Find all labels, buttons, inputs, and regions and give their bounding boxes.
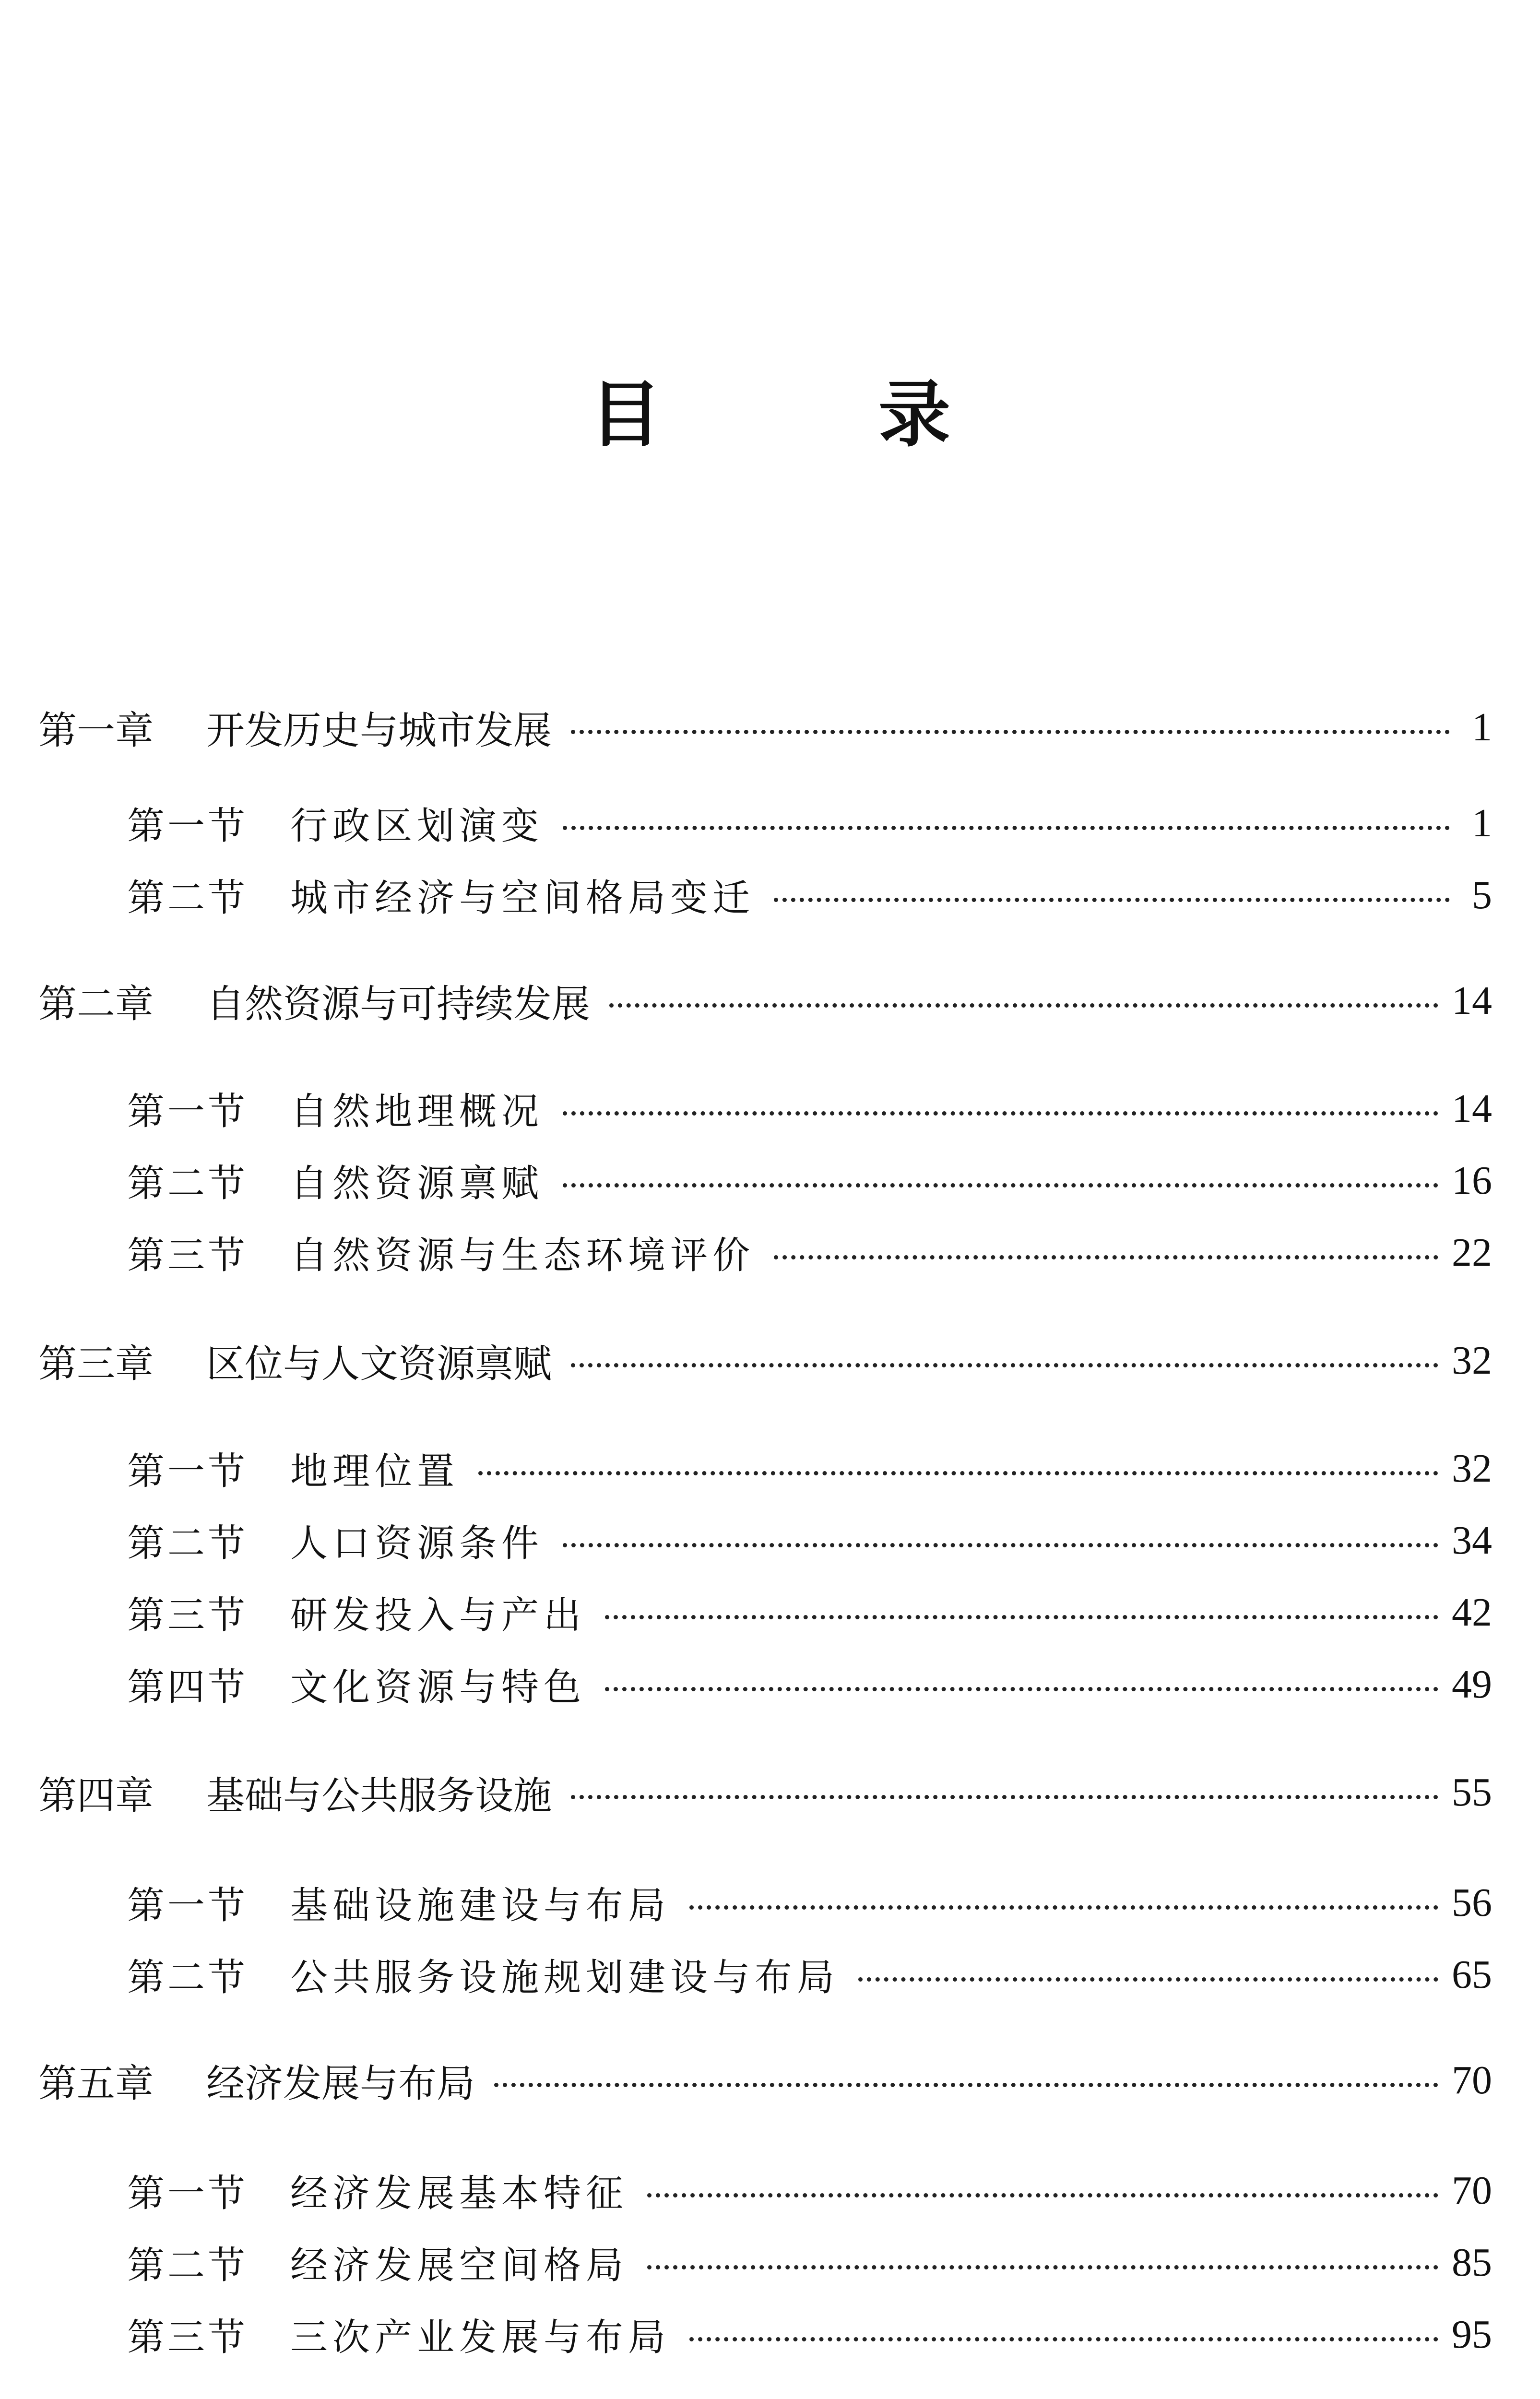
toc-entry-title: 自然地理概况	[290, 1090, 544, 1133]
toc-page-number: 14	[1452, 1086, 1492, 1131]
toc-entry-title: 自然资源与可持续发展	[206, 981, 590, 1026]
toc-page-number: 49	[1452, 1662, 1492, 1707]
dot-leader	[571, 1795, 1438, 1799]
dot-leader	[774, 898, 1450, 902]
toc-section-entry[interactable]	[38, 794, 1492, 852]
toc-section-entry[interactable]	[38, 1223, 1492, 1281]
toc-section-entry[interactable]	[38, 1511, 1492, 1569]
toc-entry-title: 人口资源条件	[290, 1522, 544, 1565]
dot-leader	[571, 730, 1450, 734]
toc-entry-number: 第四节	[127, 1666, 249, 1709]
dot-leader	[563, 826, 1450, 830]
toc-page-number: 65	[1452, 1952, 1492, 1997]
toc-chapter-entry[interactable]	[38, 1763, 1492, 1821]
dot-leader	[605, 1615, 1438, 1619]
toc-chapter-entry[interactable]	[38, 698, 1492, 756]
toc-chapter-entry[interactable]	[38, 972, 1492, 1029]
toc-entry-number: 第三节	[127, 1234, 249, 1277]
toc-entry-number: 第一节	[127, 1090, 249, 1133]
page-title: 目 录	[589, 373, 1047, 457]
toc-section-entry[interactable]	[38, 866, 1492, 924]
toc-entry-number: 第二节	[127, 2244, 249, 2287]
toc-entry-title: 经济发展基本特征	[290, 2172, 628, 2215]
toc-entry-number: 第二节	[127, 1522, 249, 1565]
toc-entry-title: 区位与人文资源禀赋	[206, 1341, 552, 1386]
toc-section-entry[interactable]	[38, 1152, 1492, 1209]
toc-page-number: 32	[1452, 1446, 1492, 1491]
toc-entry-title: 开发历史与城市发展	[206, 708, 552, 753]
toc-entry-number: 第一节	[127, 2172, 249, 2215]
toc-section-entry[interactable]	[38, 1583, 1492, 1641]
dot-leader	[478, 1471, 1438, 1475]
toc-entry-number: 第一节	[127, 1450, 249, 1493]
toc-entry-title: 基础设施建设与布局	[290, 1884, 671, 1927]
toc-entry-title: 公共服务设施规划建设与布局	[290, 1956, 840, 1999]
toc-entry-title: 基础与公共服务设施	[206, 1773, 552, 1818]
toc-page-number: 1	[1472, 704, 1492, 749]
toc-entry-title: 经济发展空间格局	[290, 2244, 628, 2287]
toc-page-number: 85	[1452, 2240, 1492, 2285]
toc-section-entry[interactable]	[38, 1655, 1492, 1713]
toc-page-number: 14	[1452, 978, 1492, 1023]
toc-entry-number: 第二章	[38, 981, 154, 1026]
dot-leader	[609, 1003, 1438, 1008]
toc-entry-number: 第五章	[38, 2061, 154, 2106]
dot-leader	[563, 1183, 1438, 1188]
toc-entry-title: 地理位置	[290, 1450, 460, 1493]
toc-entry-number: 第二节	[127, 1162, 249, 1205]
toc-entry-number: 第三节	[127, 1594, 249, 1637]
toc-entry-number: 第三节	[127, 2316, 249, 2359]
toc-page-number: 42	[1452, 1590, 1492, 1635]
toc-chapter-entry[interactable]	[38, 2051, 1492, 2109]
toc-section-entry[interactable]	[38, 2305, 1492, 2363]
toc-entry-title: 文化资源与特色	[290, 1666, 586, 1709]
toc-entry-title: 自然资源禀赋	[290, 1162, 544, 1205]
dot-leader	[563, 1543, 1438, 1547]
toc-page-number: 32	[1452, 1338, 1492, 1383]
toc-entry-title: 城市经济与空间格局变迁	[290, 877, 755, 920]
toc-page-number: 22	[1452, 1230, 1492, 1275]
dot-leader	[571, 1363, 1438, 1367]
dot-leader	[647, 2265, 1438, 2269]
dot-leader	[774, 1255, 1438, 1259]
toc-entry-number: 第一节	[127, 805, 249, 848]
toc-page-number: 95	[1452, 2312, 1492, 2357]
dot-leader	[858, 1977, 1438, 1982]
toc-entry-title: 三次产业发展与布局	[290, 2316, 671, 2359]
toc-section-entry[interactable]	[38, 1946, 1492, 2003]
toc-entry-title: 研发投入与产出	[290, 1594, 586, 1637]
toc-entry-title: 自然资源与生态环境评价	[290, 1234, 755, 1277]
dot-leader	[494, 2083, 1438, 2087]
toc-page-number: 34	[1452, 1518, 1492, 1563]
toc-page-number: 70	[1452, 2057, 1492, 2102]
dot-leader	[689, 1905, 1438, 1910]
toc-section-entry[interactable]	[38, 2161, 1492, 2219]
toc-entry-number: 第四章	[38, 1773, 154, 1818]
toc-section-entry[interactable]	[38, 1874, 1492, 1931]
toc-page-number: 1	[1472, 800, 1492, 845]
toc-entry-number: 第二节	[127, 877, 249, 920]
toc-section-entry[interactable]	[38, 1080, 1492, 1137]
toc-entry-number: 第一章	[38, 708, 154, 753]
dot-leader	[563, 1111, 1438, 1116]
toc-page-number: 56	[1452, 1880, 1492, 1925]
toc-chapter-entry[interactable]	[38, 1331, 1492, 1389]
toc-page-number: 16	[1452, 1158, 1492, 1203]
toc-page-number: 70	[1452, 2168, 1492, 2213]
dot-leader	[647, 2193, 1438, 2197]
dot-leader	[689, 2337, 1438, 2341]
toc-section-entry[interactable]	[38, 2233, 1492, 2291]
toc-entry-title: 经济发展与布局	[206, 2061, 475, 2106]
toc-page-number: 55	[1452, 1770, 1492, 1815]
toc-entry-title: 行政区划演变	[290, 805, 544, 848]
dot-leader	[605, 1687, 1438, 1691]
toc-page-number: 5	[1472, 872, 1492, 917]
toc-entry-number: 第二节	[127, 1956, 249, 1999]
toc-entry-number: 第三章	[38, 1341, 154, 1386]
toc-entry-number: 第一节	[127, 1884, 249, 1927]
toc-section-entry[interactable]	[38, 1439, 1492, 1497]
